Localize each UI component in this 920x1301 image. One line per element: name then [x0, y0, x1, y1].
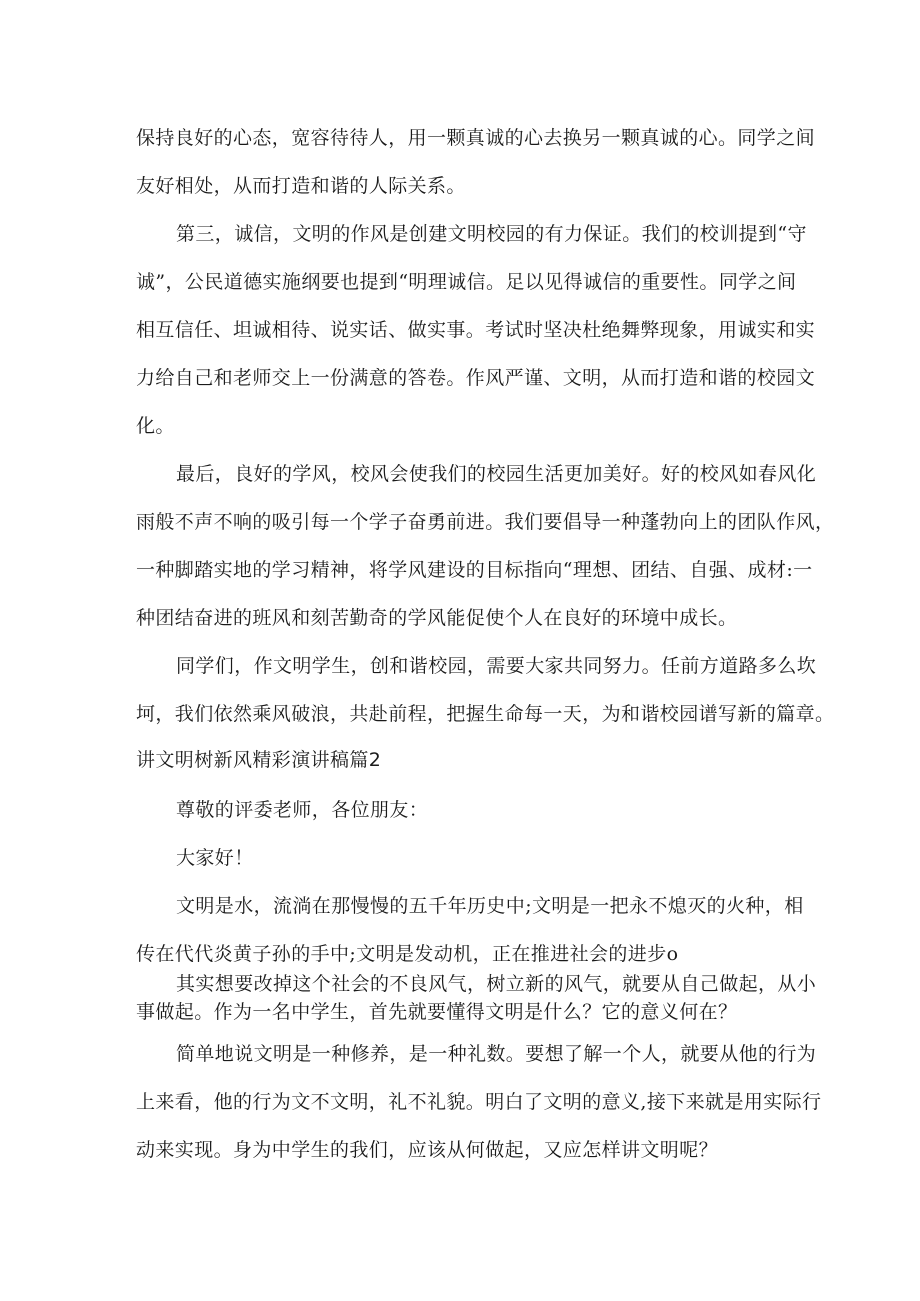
text-line: 其实想要改掉这个社会的不良风气，树立新的风气，就要从自己做起，从小 [176, 973, 817, 995]
text-line: 上来看，他的行为文不文明，礼不礼貌。明白了文明的意义,接下来就是用实际行 [136, 1091, 822, 1113]
text-line: 友好相处，从而打造和谐的人际关系。 [136, 175, 466, 197]
section-heading: 讲文明树新风精彩演讲稿篇2 [136, 749, 382, 771]
text-line: 坷，我们依然乘风破浪，共赴前程，把握生命每一天，为和谐校园谱写新的篇章。 [136, 703, 835, 725]
text-line: 雨般不声不响的吸引每一个学子奋勇前进。我们要倡导一种蓬勃向上的团队作风， [136, 511, 835, 533]
text-line: 相互信任、坦诚相待、说实话、做实事。考试时坚决杜绝舞弊现象，用诚实和实 [136, 319, 816, 341]
text-line: 尊敬的评委老师，各位朋友： [176, 799, 429, 821]
text-line: 一种脚踏实地的学习精神，将学风建设的目标指向“理想、团结、自强、成材:一 [136, 559, 813, 581]
text-line: 传在代代炎黄子孙的手中;文明是发动机，正在推进社会的进步o [136, 943, 679, 965]
text-line: 文明是水，流淌在那慢慢的五千年历史中;文明是一把永不熄灭的火种，相 [176, 895, 804, 917]
text-line: 力给自己和老师交上一份满意的答卷。作风严谨、文明，从而打造和谐的校园文 [136, 367, 816, 389]
text-line: 最后，良好的学风，校风会使我们的校园生活更加美好。好的校风如春风化 [176, 463, 817, 485]
text-line: 种团结奋进的班风和刻苦勤奇的学风能促使个人在良好的环境中成长。 [136, 607, 738, 629]
text-line: 化。 [136, 415, 175, 437]
text-line: 第三，诚信，文明的作风是创建文明校园的有力保证。我们的校训提到“守 [176, 223, 807, 245]
text-line: 动来实现。身为中学生的我们，应该从何做起，又应怎样讲文明呢？ [136, 1139, 719, 1161]
text-line: 诚”，公民道德实施纲要也提到“明理诚信。足以见得诚信的重要性。同学之间 [136, 271, 797, 293]
text-line: 保持良好的心态，宽容待待人，用一颗真诚的心去换另一颗真诚的心。同学之间 [136, 127, 816, 149]
text-line: 同学们，作文明学生，创和谐校园，需要大家共同努力。任前方道路多么坎 [176, 655, 817, 677]
text-line: 大家好！ [176, 847, 254, 869]
text-line: 简单地说文明是一种修养，是一种礼数。要想了解一个人，就要从他的行为 [176, 1043, 817, 1065]
text-line: 事做起。作为一名中学生，首先就要懂得文明是什么？它的意义何在？ [136, 1001, 738, 1023]
